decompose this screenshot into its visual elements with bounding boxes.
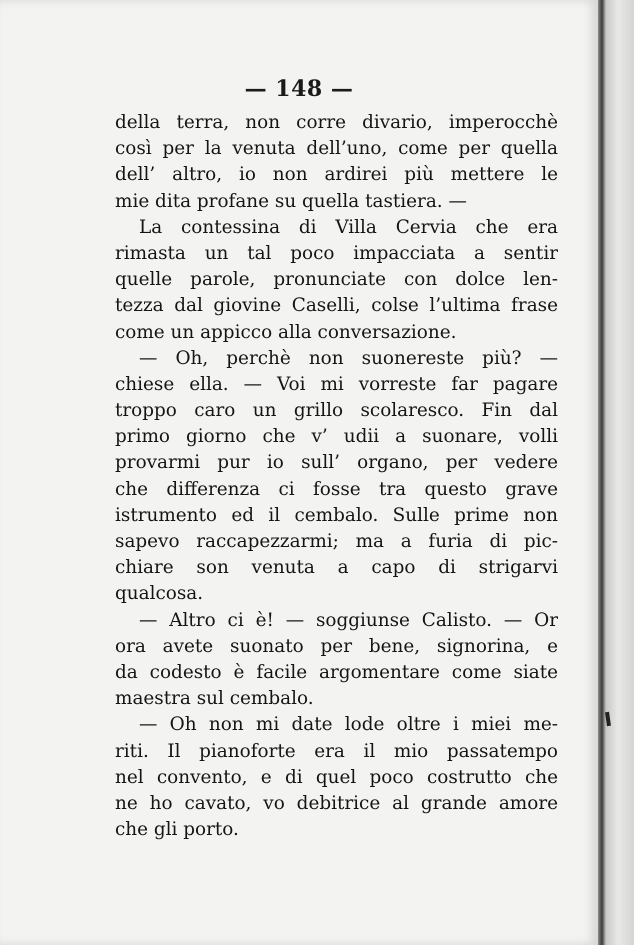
text-line: chiese ella. — Voi mi vorreste far pagare [115,373,558,395]
text-line: provarmi pur io sull’ organo, per vedere [115,452,558,474]
text-line: che gli porto. [115,819,239,841]
text-line: — Oh non mi date lode oltre i miei me- [139,714,558,736]
text-line: chiare son venuta a capo di strigarvi [115,557,558,579]
text-line: — Altro ci è! — soggiunse Calisto. — Or [139,609,558,631]
text-line: dell’ altro, io non ardirei più mettere le [115,164,558,186]
body-text [115,110,558,843]
text-line: riti. Il pianoforte era il mio passatempo [115,740,558,762]
text-line: così per la venuta dell’uno, come per quella [115,138,558,160]
text-line: da codesto è facile argomentare come siate [115,661,558,683]
text-line: troppo caro un grillo scolaresco. Fin dal [115,400,558,422]
text-line: mie dita profane su quella tastiera. — [115,190,467,212]
text-line: qualcosa. [115,583,204,605]
text-line: nel convento, e di quel poco costrutto che [115,766,558,788]
text-line: come un appicco alla conversazione. [115,321,457,343]
text-line: La contessina di Villa Cervia che era [139,216,558,238]
text-line: che differenza ci fosse tra questo grave [115,478,558,500]
book-spine [598,0,634,945]
text-line: della terra, non corre divario, imperocchè [115,112,558,133]
text-line: istrumento ed il cembalo. Sulle prime non [115,504,558,526]
text-line: quelle parole, pronunciate con dolce len- [115,269,558,291]
text-line: maestra sul cembalo. [115,688,314,710]
page-number: — 148 — [244,76,354,102]
text-line: — Oh, perchè non suonereste più? — [139,347,558,369]
text-line: tezza dal giovine Caselli, colse l’ultima frase [115,295,558,317]
text-line: rimasta un tal poco impacciata a sentir [115,242,558,264]
text-line: sapevo raccapezzarmi; ma a furia di pic- [115,531,558,552]
text-line: ne ho cavato, vo debitrice al grande amore [115,792,558,814]
text-line: ora avete suonato per bene, signorina, e [115,635,558,657]
text-line: primo giorno che v’ udii a suonare, volli [115,426,558,448]
